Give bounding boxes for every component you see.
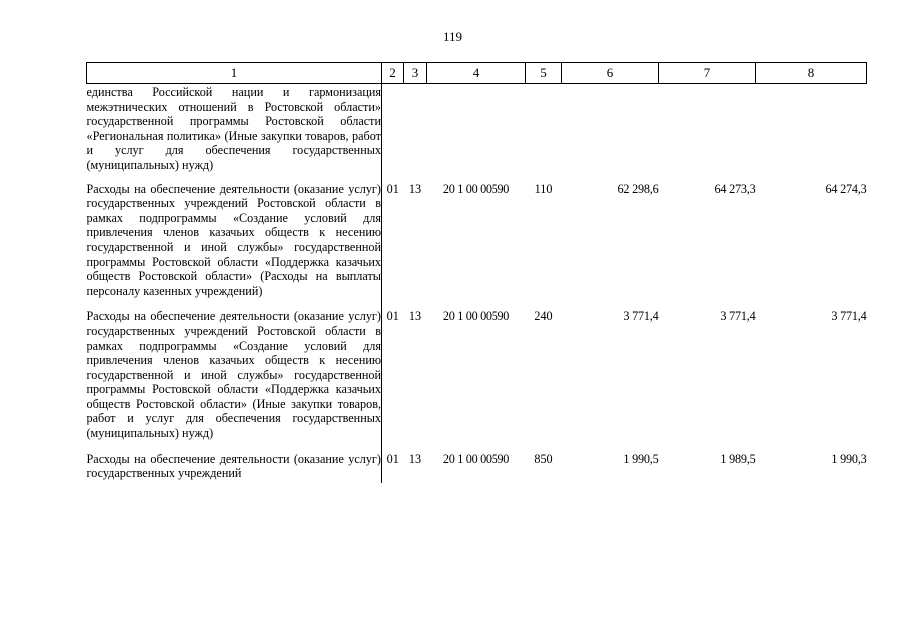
amount-col-7: 1 989,5 [720,451,756,466]
amount-col-6: 62 298,6 [617,181,659,196]
amount-col-8: 1 990,3 [831,451,867,466]
amount-col-7: 3 771,4 [720,309,756,324]
page-number: 119 [442,29,463,44]
amount-col-8: 3 771,4 [831,309,867,324]
amount-col-6: 1 990,5 [623,451,659,466]
column-header-1: 1 [87,63,382,84]
column-header-4: 4 [427,63,526,84]
subsection-code: 13 [408,451,422,466]
table-row [87,173,867,301]
row-description: Расходы на обеспечение деятельности (оказание услуг) государственных учреждений Ростовской области в рамках подпрограммы «Создание условий для привлечения членов казачьих обществ к несению государственной и иной службы» государственной программы Ростовской области «Поддержка казачьих обществ Ростовской области» (Расходы на выплаты персоналу казенных учреждений) [87,173,382,301]
column-header-2: 2 [382,63,404,84]
column-header-6: 6 [562,63,659,84]
row-description: Расходы на обеспечение деятельности (оказание услуг) государственных учреждений [87,443,382,483]
table-row [87,443,867,483]
expense-type-code: 240 [534,309,553,324]
expense-type-code: 110 [534,181,553,196]
column-header-3: 3 [404,63,427,84]
target-article-code: 20 1 00 00590 [442,309,510,324]
section-code: 01 [386,309,399,324]
column-header-5: 5 [526,63,562,84]
row-description: Расходы на обеспечение деятельности (оказание услуг) государственных учреждений Ростовской области в рамках подпрограммы «Создание условий для привлечения членов казачьих обществ к несению государственной и иной службы» государственной программы Ростовской области «Поддержка казачьих обществ Ростовской области» (Иные закупки товаров, работ и услуг для обеспечения государственных (муниципальных) нужд) [87,300,382,442]
section-code: 01 [386,181,399,196]
target-article-code: 20 1 00 00590 [442,181,510,196]
table-row [87,300,867,442]
row-description: единства Российской нации и гармонизация межэтнических отношений в Ростовской области» государственной программы Ростовской области «Региональная политика» (Иные закупки товаров, работ и услуг для обеспечения государственных (муниципальных) нужд) [86,85,381,172]
amount-col-8: 64 274,3 [825,181,867,196]
table-row-continuation [87,84,867,173]
column-header-8: 8 [756,63,867,84]
header-row [87,63,867,84]
budget-table [86,62,867,483]
amount-col-7: 64 273,3 [714,181,756,196]
subsection-code: 13 [408,181,422,196]
expense-type-code: 850 [534,451,553,466]
section-code: 01 [386,451,399,466]
amount-col-6: 3 771,4 [623,309,659,324]
column-header-7: 7 [659,63,756,84]
subsection-code: 13 [408,309,422,324]
target-article-code: 20 1 00 00590 [442,451,510,466]
